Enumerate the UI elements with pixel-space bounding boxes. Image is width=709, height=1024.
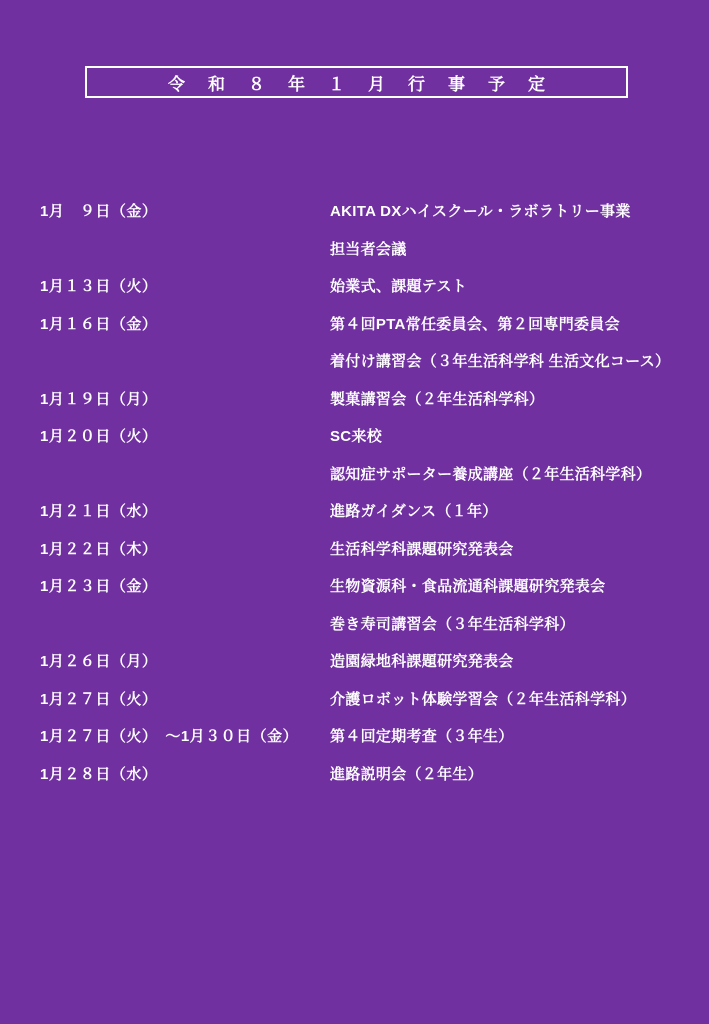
event-date: 1月２７日（火） ～1月３０日（金） [40, 728, 299, 746]
event-title: 介護ロボット体験学習会（２年生活科学科） [330, 690, 637, 708]
event-title: AKITA DXハイスクール・ラボラトリー事業 [330, 203, 631, 221]
schedule-list [40, 192, 685, 792]
event-title: 担当者会議 [330, 240, 407, 258]
event-title: 製菓講習会（２年生活科学科） [330, 390, 545, 408]
schedule-row [40, 417, 685, 455]
event-title: 生活科学科課題研究発表会 [330, 540, 514, 558]
event-date: 1月 ９日（金） [40, 203, 158, 221]
event-title: 進路説明会（２年生） [330, 765, 484, 783]
schedule-row [40, 342, 685, 380]
schedule-row [40, 305, 685, 343]
event-date: 1月２０日（火） [40, 428, 158, 446]
event-title: 第４回定期考査（３年生） [330, 728, 514, 746]
event-date: 1月２３日（金） [40, 578, 158, 596]
title-box [85, 66, 628, 98]
event-title: 進路ガイダンス（１年） [330, 503, 498, 521]
event-title: 造園緑地科課題研究発表会 [330, 653, 514, 671]
event-title: 第４回PTA常任委員会、第２回専門委員会 [330, 315, 620, 333]
page-title: 令和８年１月行事予定 [168, 74, 568, 94]
event-date: 1月２７日（火） [40, 690, 158, 708]
event-title: 着付け講習会（３年生活科学科 生活文化コース） [330, 353, 671, 371]
event-date: 1月２８日（水） [40, 765, 158, 783]
schedule-row [40, 755, 685, 793]
schedule-row [40, 567, 685, 605]
schedule-row [40, 455, 685, 493]
event-date: 1月２２日（木） [40, 540, 158, 558]
event-title: 生物資源科・食品流通科課題研究発表会 [330, 578, 606, 596]
event-title: 始業式、課題テスト [330, 278, 468, 296]
event-title: SC来校 [330, 428, 383, 446]
schedule-row [40, 605, 685, 643]
schedule-row [40, 267, 685, 305]
event-date: 1月１３日（火） [40, 278, 158, 296]
schedule-row [40, 230, 685, 268]
event-title: 巻き寿司講習会（３年生活科学科） [330, 615, 575, 633]
schedule-row [40, 717, 685, 755]
schedule-row [40, 492, 685, 530]
event-date: 1月２１日（水） [40, 503, 158, 521]
schedule-row [40, 380, 685, 418]
schedule-row [40, 192, 685, 230]
event-date: 1月１９日（月） [40, 390, 158, 408]
event-date: 1月１６日（金） [40, 315, 158, 333]
event-title: 認知症サポーター養成講座（２年生活科学科） [330, 465, 652, 483]
event-date: 1月２６日（月） [40, 653, 158, 671]
schedule-row [40, 680, 685, 718]
schedule-row [40, 642, 685, 680]
schedule-row [40, 530, 685, 568]
